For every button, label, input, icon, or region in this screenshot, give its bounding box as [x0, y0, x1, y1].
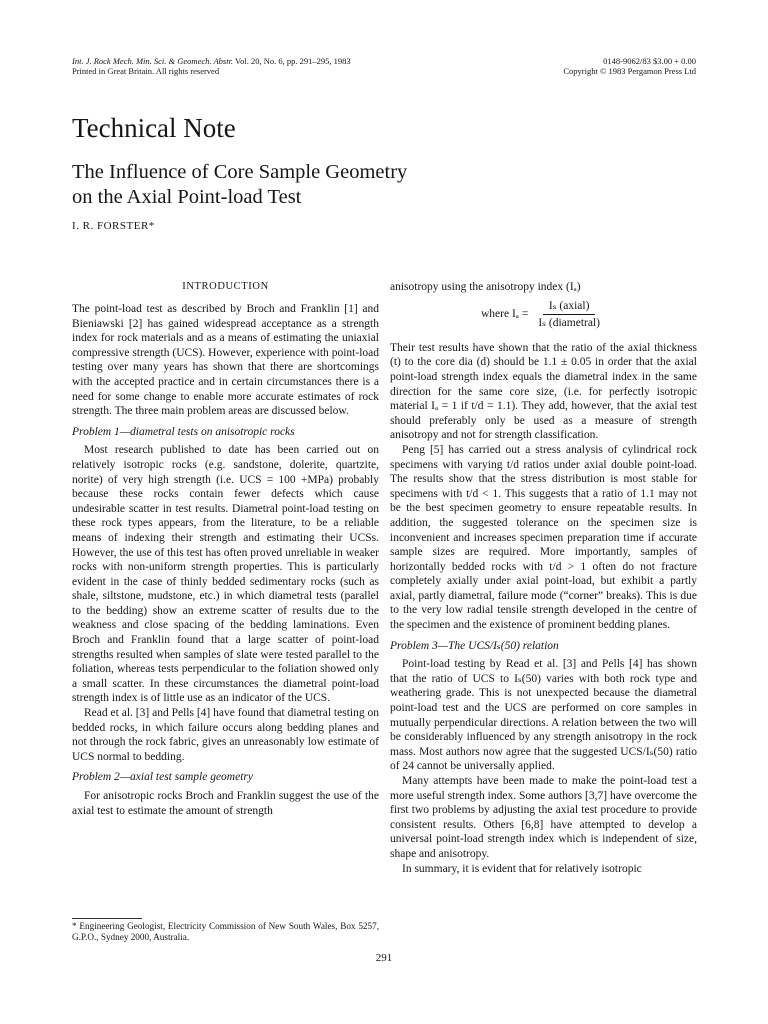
section-label: Technical Note — [72, 113, 236, 143]
footnote-rule — [72, 918, 142, 919]
equation-numerator: Iₛ (axial) — [543, 299, 596, 316]
author: I. R. FORSTER* — [72, 220, 155, 232]
summary-paragraph: In summary, it is evident that for relatively isotropic — [402, 862, 642, 875]
introduction-heading: INTRODUCTION — [182, 281, 269, 292]
right-paragraph-1: Their test results have shown that the ratio of the axial thickness (t) to the core dia (d) should be 1.1 ± 0.05 in order that the axial point-load strength index equals the diametral index in the same direction for the same core size, (i.e. for perfectly isotropic material Iₐ = 1 if t/d = 1.1). They add, however, that the axial test should preferably only be used as a measure of strength anisotropy and not for strength classification. — [390, 341, 697, 442]
equation-denominator: Iₛ (diametral) — [538, 317, 600, 330]
equation-fraction — [532, 299, 606, 331]
journal-header — [72, 56, 351, 76]
article-code: 0148-9062/83 $3.00 + 0.00 — [603, 56, 696, 66]
title-line-1: The Influence of Core Sample Geometry — [72, 161, 408, 183]
problem-3-paragraph-2: Many attempts have been made to make the point-load test a more useful strength index. Some authors [3,7] have overcome the first two problems by adjusting the axial test procedure to provide consistent results. Others [6,8] have attempted to develop a universal point-load strength index which is independent of size, shape and anisotropy. — [390, 775, 697, 860]
right-column — [390, 280, 697, 876]
copyright-header — [563, 56, 696, 76]
title-line-2: on the Axial Point-load Test — [72, 186, 302, 208]
anisotropy-intro: anisotropy using the anisotropy index (Iₐ) — [390, 281, 581, 293]
problem-2-heading: Problem 2—axial test sample geometry — [72, 771, 253, 784]
problem-1-heading: Problem 1—diametral tests on anisotropic rocks — [72, 425, 295, 438]
journal-volume: Vol. 20, No. 6, pp. 291–295, 1983 — [233, 56, 351, 66]
problem-3-heading: Problem 3—The UCS/Iₛ(50) relation — [390, 639, 559, 652]
problem-1-paragraph-1: Most research published to date has been carried out on relatively isotropic rocks (e.g. sandstone, dolerite, quartzite, norite) of very high strength (i.e. UCS = 100 +MPa) probably because these rocks contain fewer defects which cause undesirable scatter in test results. Diametral point-load testing on these rock types appears, from the literature, to be a reliable means of indexing their strength and estimating their UCSs. However, the use of this test has often proved unreliable in weaker rocks with non-uniform strength properties. This is particularly evident in the case of thinly bedded sedimentary rocks (such as shale, siltstone, mudstone, etc.) in which diametral tests (parallel to the bedding) show an extreme scatter of results due to the weakness and close spacing of the bedding laminations. Even Broch and Franklin found that a large scatter of point-load strengths resulted when samples of slate were tested parallel to the foliation, whereas tests perpendicular to the foliation showed only a small scatter. In these circumstances the diametral point-load strength index is of little use as an indicator of the UCS. — [72, 444, 379, 705]
introduction-paragraph: The point-load test as described by Broch and Franklin [1] and Bieniawski [2] has gained widespread acceptance as a strength index for rock materials and as a means of estimating the uniaxial compressive strength (UCS). However, experience with point-load testing over many years has shown that there are shortcomings with the accepted practice and in certain circumstances there is a need for some change to enable more accurate estimates of rock strength. The three main problem areas are discussed below. — [72, 303, 379, 418]
problem-3-paragraph-1: Point-load testing by Read et al. [3] and Pells [4] has shown that the ratio of UCS to Iₛ(50) varies with both rock type and weathering grade. This is not unexpected because the diametral point-load test and the UCS are performed on core samples in mutually perpendicular directions. A relation between the two will be considerably influenced by any strength anisotropy in the rock mass. Most authors now agree that the suggested UCS/Iₛ(50) ratio of 24 cannot be universally applied. — [390, 658, 697, 773]
problem-2-paragraph-1: For anisotropic rocks Broch and Franklin suggest the use of the axial test to estimate the amount of strength — [72, 790, 379, 817]
right-paragraph-2: Peng [5] has carried out a stress analysis of cylindrical rock specimens with varying t/d ratios under axial double point-load. The results show that the stress distribution is most stable for specimens with t/d < 1. This suggests that a ratio of 1.1 may not be the best specimen geometry to ensure repeatable results. In addition, the suggested tolerance on the specimen size is inconvenient and increases specimen preparation time if accurate sample sizes are required. More importantly, samples of horizontally bedded rocks with t/d > 1 often do not fracture completely axially under axial point-load, but exhibit a partly axial, partly diametral, failure mode (“corner” breaks). This is due to the very low radial tensile strength developed in the centre of the specimen and the existence of prominent bedding planes. — [390, 443, 697, 632]
printed-notice: Printed in Great Britain. All rights reserved — [72, 66, 220, 76]
page-number: 291 — [375, 952, 393, 964]
left-column — [72, 280, 379, 818]
article-title — [72, 160, 407, 210]
copyright-notice: Copyright © 1983 Pergamon Press Ltd — [563, 66, 696, 76]
equation-lhs: where Iₐ = — [481, 308, 529, 321]
journal-name: Int. J. Rock Mech. Min. Sci. & Geomech. Abstr. — [72, 56, 234, 66]
problem-1-paragraph-2: Read et al. [3] and Pells [4] have found that diametral testing on bedded rocks, in which failure occurs along bedding planes and not through the rock fabric, gives an unreasonably low estimate of UCS normal to bedding. — [72, 707, 379, 763]
journal-citation — [72, 56, 351, 66]
anisotropy-equation — [390, 299, 697, 331]
author-footnote: * Engineering Geologist, Electricity Commission of New South Wales, Box 5257, G.P.O., Sydney 2000, Australia. — [72, 921, 379, 942]
